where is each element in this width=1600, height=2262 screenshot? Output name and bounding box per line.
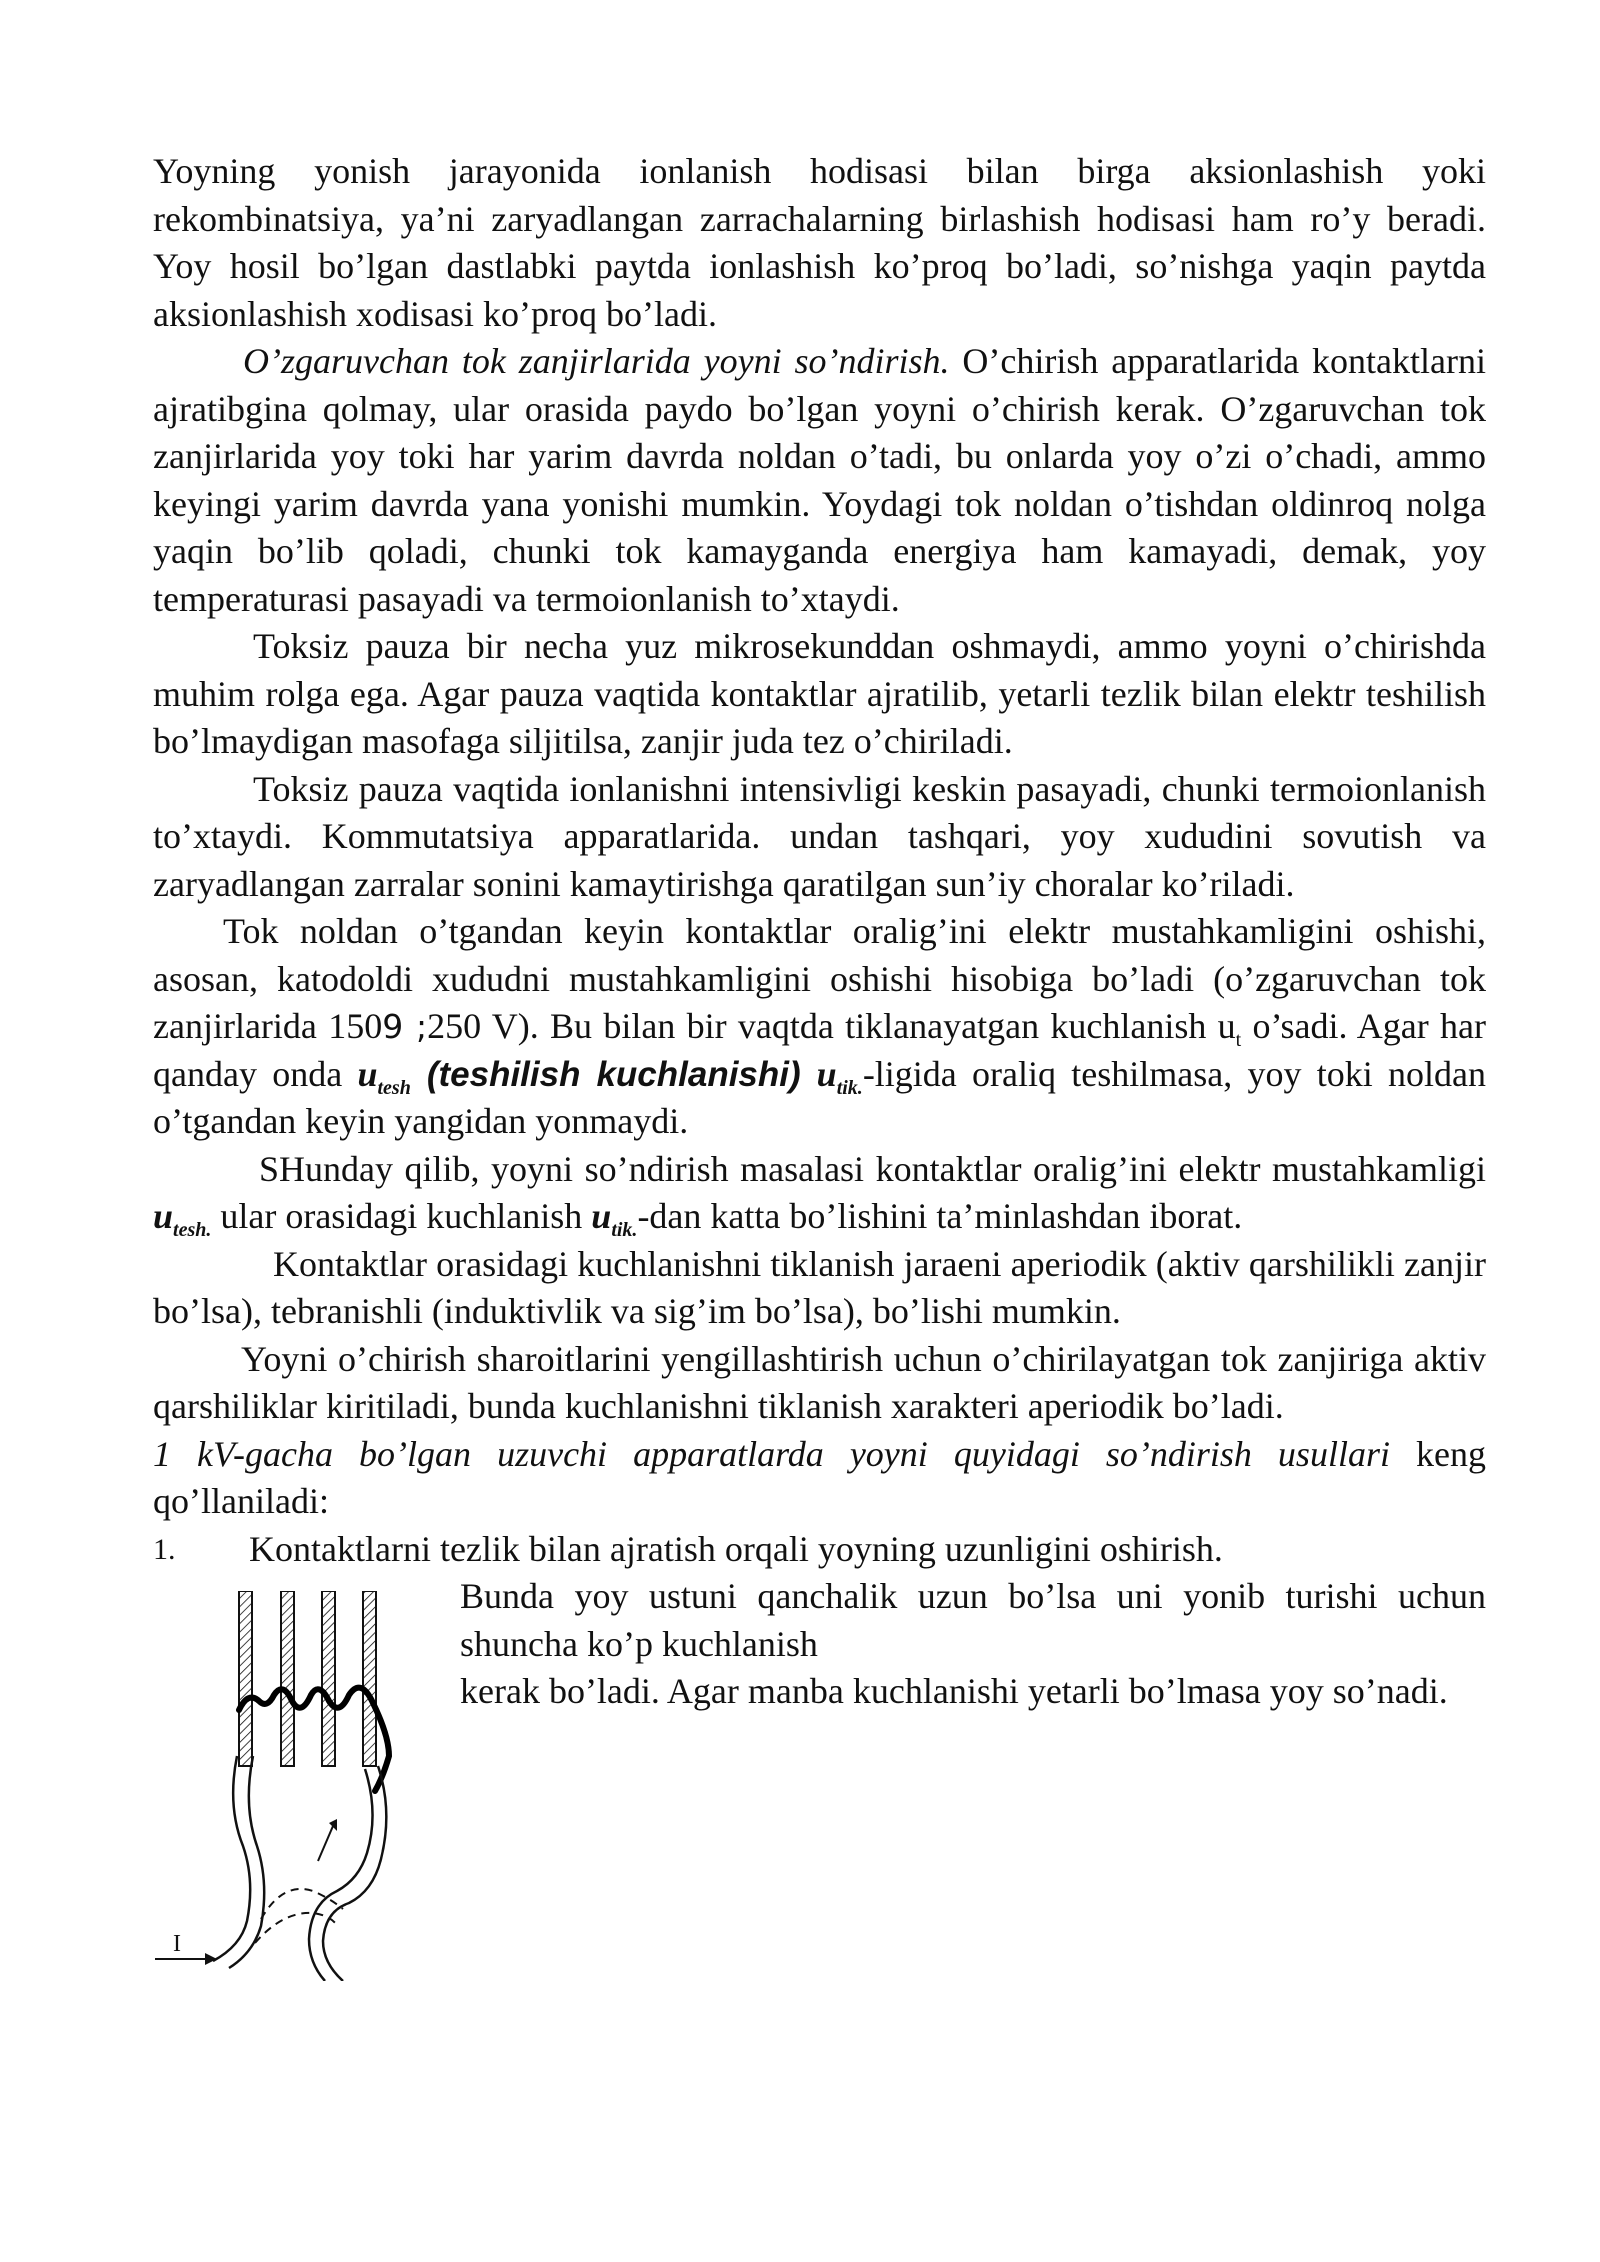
paragraph-2-body: O’chirish apparatlarida kontaktlarni ajratibgina qolmay, ular orasida paydo bo’lgan yoyni o’chirish kerak. O’zgaruvchan tok zanjirlarida yoy toki har yarim davrda noldan o’tadi, bu onlarda yoy o’zi o’chadi, ammo keyingi yarim davrda yana yonishi mumkin. Yoydagi tok noldan o’tishdan oldinroq nolga yaqin bo’lib qoladi, chunki tok kamayganda energiya ham kamayadi, demak, yoy temperaturasi pasayadi va termoionlanish to’xtaydi. xyxy=(153,341,1486,619)
paragraph-6-part-c: -dan katta bo’lishini ta’minlashdan iborat. xyxy=(637,1196,1243,1236)
figure-caption-text xyxy=(460,1573,1486,1716)
symbol-u-tik-base: u xyxy=(816,1053,837,1094)
plate xyxy=(363,1591,376,1766)
paragraph-2 xyxy=(153,338,1486,623)
arc-chute-plates xyxy=(239,1591,376,1766)
symbol-u-tik-2-sub: tik. xyxy=(611,1219,638,1242)
paragraph-5-part-d: -ligida oraliq teshilmasa, yoy toki noldan o’tgandan keyin yangidan yonmaydi. xyxy=(153,1053,1487,1141)
section-heading-ac-arc: O’zgaruvchan tok zanjirlarida yoyni so’ndirish. xyxy=(243,341,950,381)
paragraph-5-part-b: 250 V). Bu bilan bir vaqtda tiklanayatgan kuchlanish u xyxy=(427,1006,1236,1046)
list-item xyxy=(153,1526,1486,1574)
paragraph-9-italic: 1 kV-gacha bo’lgan uzuvchi apparatlarda yoyni quyidagi so’ndirish usullari xyxy=(153,1433,1390,1474)
symbol-u-tik-2-base: u xyxy=(591,1196,612,1236)
list-text: Kontaktlarni tezlik bilan ajratish orqali yoyning uzunligini oshirish. xyxy=(249,1528,1223,1569)
figure-text-2: kerak bo’ladi. Agar manba kuchlanishi yetarli bo’lmasa yoy so’nadi. xyxy=(460,1671,1448,1711)
symbol-u-tesh-2-base: u xyxy=(153,1196,174,1236)
paragraph-6-part-b: ular orasidagi kuchlanish xyxy=(211,1196,592,1236)
range-separator: 9 ; xyxy=(382,1007,428,1046)
plate xyxy=(281,1591,294,1766)
paragraph-6-part-a: SHunday qilib, yoyni so’ndirish masalasi kontaktlar oralig’ini elektr mustahkamligi xyxy=(259,1148,1486,1189)
right-horn-inner xyxy=(309,1769,373,1981)
left-horn xyxy=(213,1756,250,1961)
symbol-u-tesh-base: u xyxy=(357,1053,378,1094)
breakdown-voltage-term: (teshilish kuchlanishi) xyxy=(410,1054,817,1094)
figure-text-1: Bunda yoy ustuni qanchalik uzun bo’lsa uni yonib turishi uchun shuncha ko’p kuchlanish xyxy=(460,1576,1486,1664)
symbol-u-tesh xyxy=(357,1053,411,1099)
paragraph-7: Kontaktlar orasidagi kuchlanishni tiklanish jaraeni aperiodik (aktiv qarshilikli zanjir bo’lsa), tebranishli (induktivlik va sig’im bo’lsa), bo’lishi mumkin. xyxy=(153,1243,1486,1331)
arrow-head-icon xyxy=(329,1819,337,1831)
symbol-u-tesh-2 xyxy=(153,1196,212,1242)
paragraph-5 xyxy=(153,908,1486,1146)
current-label: I xyxy=(173,1931,181,1957)
plate xyxy=(322,1591,335,1766)
list-number: 1. xyxy=(153,1532,176,1566)
symbol-u-tesh-2-sub: tesh. xyxy=(173,1219,212,1242)
right-horn xyxy=(323,1766,386,1981)
paragraph-1: Yoyning yonish jarayonida ionlanish hodisasi bilan birga aksionlashish yoki rekombinatsiya, ya’ni zaryadlangan zarrachalarning birlashish hodisasi ham ro’y beradi. Yoy hosil bo’lgan dastlabki paytda ionlashish ko’proq bo’ladi, so’nishga yaqin paytda aksionlashish xodisasi ko’proq bo’ladi. xyxy=(153,151,1486,334)
current-arrow-head-icon xyxy=(205,1953,217,1965)
plate xyxy=(239,1591,252,1766)
body-text xyxy=(153,148,1486,1973)
paragraph-5-part-c: o’sadi. Agar har qanday onda xyxy=(153,1006,1487,1094)
paragraph-3: Toksiz pauza bir necha yuz mikrosekunddan oshmaydi, ammo yoyni o’chirishda muhim rolga ega. Agar pauza vaqtida kontaktlar ajratilib, yetarli tezlik bilan elektr teshilish bo’lmaydigan masofaga siljitilsa, zanjir juda tez o’chiriladi. xyxy=(153,626,1486,761)
figure-section xyxy=(153,1573,1486,1973)
symbol-u-tik xyxy=(816,1053,863,1099)
paragraph-9 xyxy=(153,1431,1486,1526)
paragraph-9-rest: keng qo’llaniladi: xyxy=(153,1433,1486,1521)
symbol-u-tesh-sub: tesh xyxy=(377,1076,411,1099)
movement-arrow xyxy=(318,1826,333,1861)
paragraph-4: Toksiz pauza vaqtida ionlanishni intensivligi keskin pasayadi, chunki termoionlanish to’xtaydi. Kommutatsiya apparatlarida. undan tashqari, yoy xududini sovutish va zaryadlangan zarralar sonini kamaytirishga qaratilgan sun’iy choralar ko’riladi. xyxy=(153,768,1486,904)
paragraph-8: Yoyni o’chirish sharoitlarini yengillashtirish uchun o’chirilayatgan tok zanjiriga aktiv qarshiliklar kiritiladi, bunda kuchlanishni tiklanish xarakteri aperiodik bo’ladi. xyxy=(153,1338,1486,1426)
paragraph-6 xyxy=(153,1146,1486,1241)
arc-chute-figure xyxy=(153,1591,443,1981)
ut-subscript: t xyxy=(1235,1029,1242,1052)
symbol-u-tik-2 xyxy=(591,1196,638,1242)
paragraph-5-part-a: Tok noldan o’tgandan keyin kontaktlar oralig’ini elektr mustahkamligini oshishi, asosan, katodoldi xududni mustahkamligini oshishi hisobiga bo’ladi (o’zgaruvchan tok zanjirlarida 150 xyxy=(153,911,1486,1046)
symbol-u-tik-sub: tik. xyxy=(836,1076,863,1099)
